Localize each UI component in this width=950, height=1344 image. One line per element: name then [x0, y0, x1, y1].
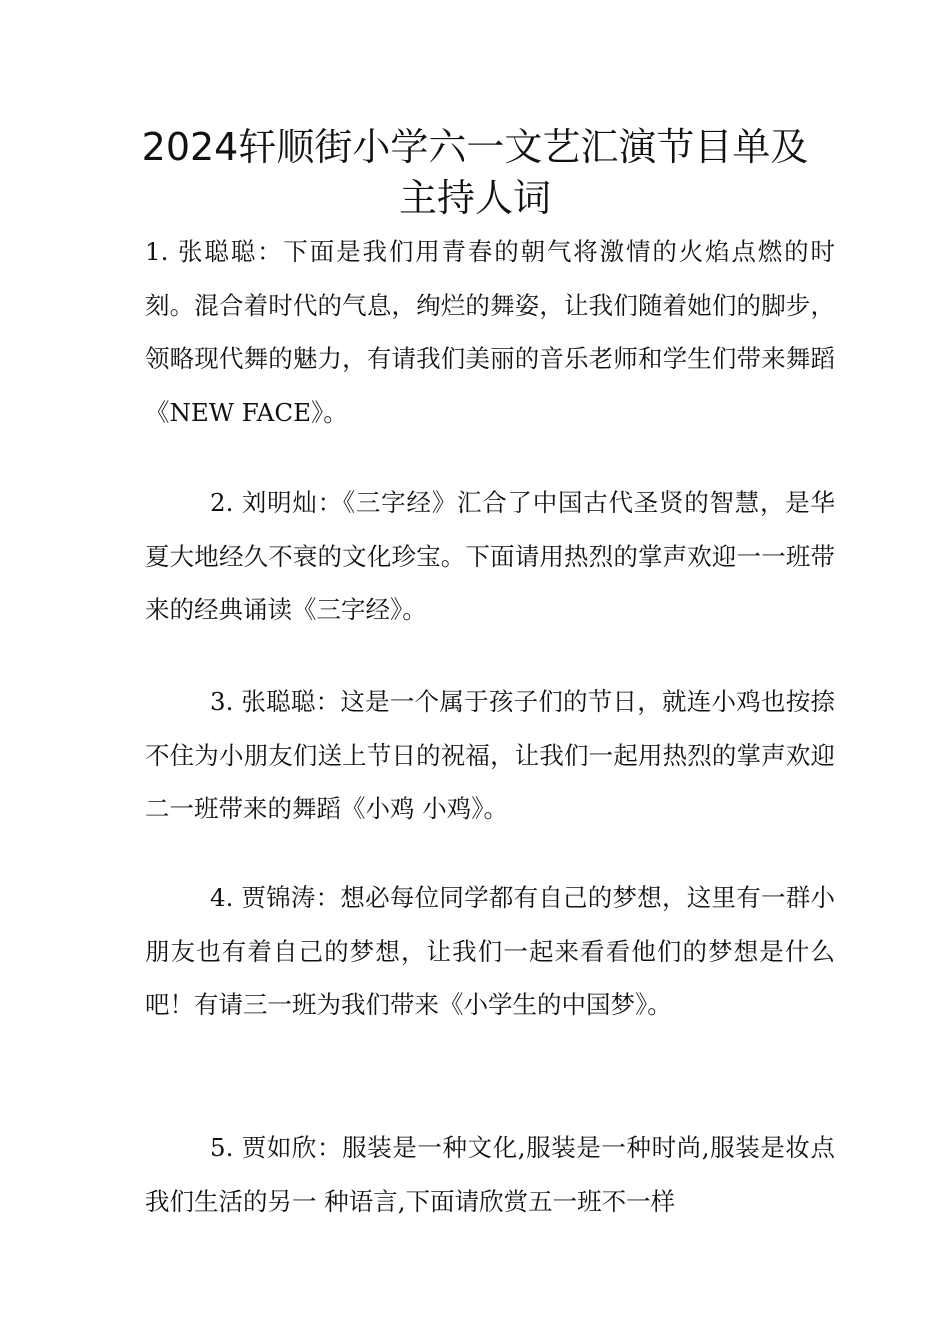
program-item-3: 3. 张聪聪：这是一个属于孩子们的节日，就连小鸡也按捺不住为小朋友们送上节日的祝福，让我们一起用热烈的掌声欢迎二一班带来的舞蹈《小鸡 小鸡》。: [145, 687, 835, 824]
program-item-5: 5. 贾如欣：服装是一种文化,服装是一种时尚,服装是妆点我们生活的另一 种语言,下面请欣赏五一班不一样: [145, 1133, 835, 1216]
program-item-2: 2. 刘明灿：《三字经》汇合了中国古代圣贤的智慧，是华夏大地经久不衰的文化珍宝。下面请用热烈的掌声欢迎一一班带来的经典诵读《三字经》。: [145, 488, 835, 625]
program-item-4: 4. 贾锦涛：想必每位同学都有自己的梦想，这里有一群小朋友也有着自己的梦想，让我们一起来看看他们的梦想是什么吧！有请三一班为我们带来《小学生的中国梦》。: [145, 883, 835, 1020]
program-item-1: 1. 张聪聪：下面是我们用青春的朝气将激情的火焰点燃的时刻。混合着时代的气息，绚烂的舞姿，让我们随着她们的脚步，领略现代舞的魅力，有请我们美丽的音乐老师和学生们带来舞蹈《NEW FACE》。: [145, 237, 835, 428]
document-title: 2024轩顺街小学六一文艺汇演节目单及主持人词: [141, 125, 809, 220]
